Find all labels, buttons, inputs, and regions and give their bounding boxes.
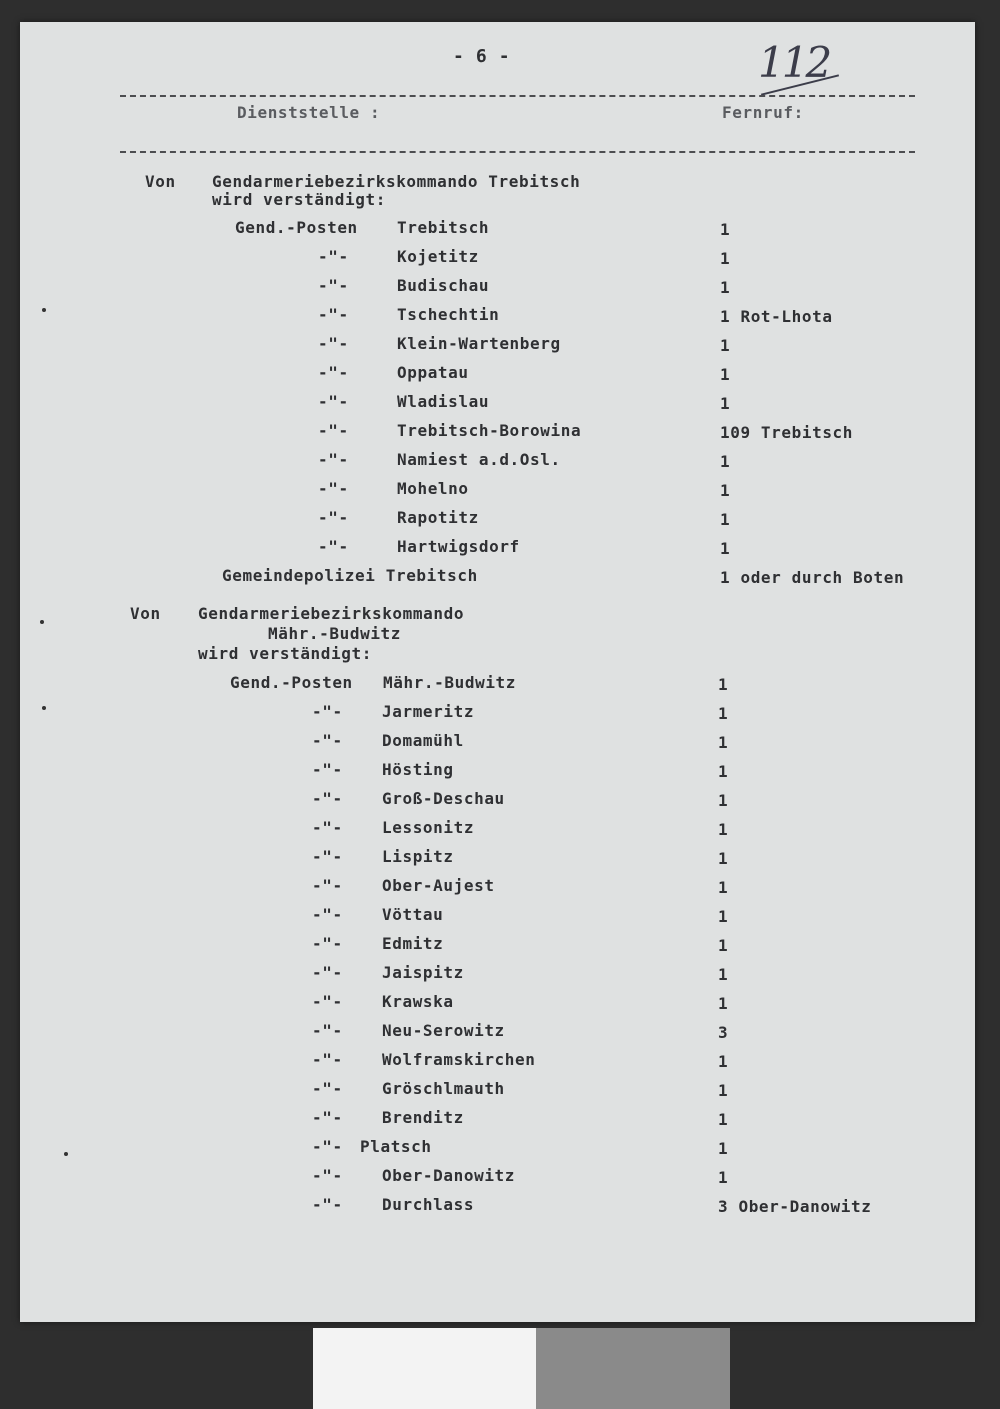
station-phone: 1	[720, 220, 731, 239]
ditto-mark: -"-	[312, 731, 343, 750]
section-subtitle: wird verständigt:	[198, 644, 372, 663]
ditto-mark: -"-	[312, 847, 343, 866]
station-phone: 1	[718, 1168, 729, 1187]
station-name: Lispitz	[382, 847, 454, 866]
gemeinde-name: Gemeindepolizei Trebitsch	[222, 566, 478, 585]
station-name: Tschechtin	[397, 305, 500, 324]
station-name: Wolframskirchen	[382, 1050, 536, 1069]
station-phone: 1	[718, 849, 729, 868]
station-phone: 1	[720, 278, 731, 297]
station-phone: 1	[720, 249, 731, 268]
ditto-mark: -"-	[312, 1021, 343, 1040]
first-row-prefix: Gend.-Posten	[230, 673, 353, 692]
station-phone: 1	[718, 675, 729, 694]
ditto-mark: -"-	[312, 963, 343, 982]
gray-calibration-card	[536, 1328, 730, 1409]
ditto-mark: -"-	[312, 1050, 343, 1069]
margin-mark	[64, 1152, 68, 1156]
first-row-prefix: Gend.-Posten	[235, 218, 358, 237]
ditto-mark: -"-	[318, 305, 349, 324]
station-name: Vöttau	[382, 905, 444, 924]
station-phone: 1	[718, 936, 729, 955]
station-name: Jarmeritz	[382, 702, 475, 721]
page-number: - 6 -	[453, 46, 511, 67]
station-name: Gröschlmauth	[382, 1079, 505, 1098]
ditto-mark: -"-	[312, 760, 343, 779]
station-phone: 3 Ober-Danowitz	[718, 1197, 872, 1216]
station-phone: 1	[720, 510, 731, 529]
station-phone: 1	[718, 1139, 729, 1158]
white-calibration-card	[313, 1328, 536, 1409]
station-name: Oppatau	[397, 363, 469, 382]
margin-mark	[42, 308, 46, 312]
ditto-mark: -"-	[312, 789, 343, 808]
station-phone: 109 Trebitsch	[720, 423, 854, 442]
station-name: Domamühl	[382, 731, 464, 750]
station-phone: 1	[720, 452, 731, 471]
section-title: Gendarmeriebezirkskommando	[198, 604, 465, 623]
header-rule-top	[120, 95, 915, 97]
ditto-mark: -"-	[318, 247, 349, 266]
station-name: Mohelno	[397, 479, 469, 498]
station-phone: 1	[718, 1052, 729, 1071]
header-rule-bottom	[120, 151, 915, 153]
station-name: Wladislau	[397, 392, 490, 411]
ditto-mark: -"-	[318, 450, 349, 469]
station-name: Groß-Deschau	[382, 789, 505, 808]
station-name: Durchlass	[382, 1195, 475, 1214]
document-page	[20, 22, 975, 1322]
station-name: Rapotitz	[397, 508, 479, 527]
margin-mark	[42, 706, 46, 710]
ditto-mark: -"-	[318, 508, 349, 527]
handwritten-folio-number: 112	[758, 38, 830, 87]
ditto-mark: -"-	[312, 1195, 343, 1214]
section-title-continued: Mähr.-Budwitz	[268, 624, 402, 643]
ditto-mark: -"-	[312, 905, 343, 924]
station-phone: 1	[718, 820, 729, 839]
station-name: Mähr.-Budwitz	[383, 673, 517, 692]
station-phone: 1	[718, 1110, 729, 1129]
station-phone: 1	[720, 336, 731, 355]
margin-mark	[40, 620, 44, 624]
station-phone: 1	[720, 481, 731, 500]
station-phone: 1	[720, 365, 731, 384]
station-name: Jaispitz	[382, 963, 464, 982]
ditto-mark: -"-	[312, 1079, 343, 1098]
station-name: Trebitsch-Borowina	[397, 421, 582, 440]
ditto-mark: -"-	[312, 934, 343, 953]
ditto-mark: -"-	[312, 818, 343, 837]
section-subtitle: wird verständigt:	[212, 190, 386, 209]
section-von-label: Von	[130, 604, 161, 623]
station-phone: 1	[718, 994, 729, 1013]
header-dienststelle: Dienststelle :	[237, 103, 381, 122]
station-phone: 1	[718, 762, 729, 781]
station-phone: 1	[718, 733, 729, 752]
station-name: Kojetitz	[397, 247, 479, 266]
ditto-mark: -"-	[318, 276, 349, 295]
station-name: Platsch	[360, 1137, 432, 1156]
ditto-mark: -"-	[318, 537, 349, 556]
section-von-label: Von	[145, 172, 176, 191]
station-phone: 3	[718, 1023, 729, 1042]
station-phone: 1	[718, 1081, 729, 1100]
station-phone: 1	[718, 878, 729, 897]
section-title: Gendarmeriebezirkskommando Trebitsch	[212, 172, 581, 191]
station-name: Budischau	[397, 276, 490, 295]
station-name: Brenditz	[382, 1108, 464, 1127]
station-name: Trebitsch	[397, 218, 490, 237]
station-phone: 1 Rot-Lhota	[720, 307, 833, 326]
station-phone: 1	[718, 907, 729, 926]
station-name: Lessonitz	[382, 818, 475, 837]
header-fernruf: Fernruf:	[722, 103, 804, 122]
station-name: Ober-Aujest	[382, 876, 495, 895]
ditto-mark: -"-	[312, 992, 343, 1011]
ditto-mark: -"-	[318, 363, 349, 382]
ditto-mark: -"-	[318, 334, 349, 353]
station-name: Klein-Wartenberg	[397, 334, 561, 353]
ditto-mark: -"-	[312, 876, 343, 895]
ditto-mark: -"-	[318, 479, 349, 498]
station-name: Namiest a.d.Osl.	[397, 450, 561, 469]
station-name: Neu-Serowitz	[382, 1021, 505, 1040]
station-phone: 1	[720, 539, 731, 558]
ditto-mark: -"-	[318, 421, 349, 440]
station-name: Hösting	[382, 760, 454, 779]
station-phone: 1	[718, 965, 729, 984]
ditto-mark: -"-	[312, 1137, 343, 1156]
station-name: Hartwigsdorf	[397, 537, 520, 556]
station-name: Ober-Danowitz	[382, 1166, 516, 1185]
ditto-mark: -"-	[312, 702, 343, 721]
station-phone: 1	[718, 791, 729, 810]
ditto-mark: -"-	[312, 1166, 343, 1185]
ditto-mark: -"-	[312, 1108, 343, 1127]
station-phone: 1	[718, 704, 729, 723]
station-phone: 1	[720, 394, 731, 413]
ditto-mark: -"-	[318, 392, 349, 411]
gemeinde-phone: 1 oder durch Boten	[720, 568, 905, 587]
station-name: Krawska	[382, 992, 454, 1011]
station-name: Edmitz	[382, 934, 444, 953]
